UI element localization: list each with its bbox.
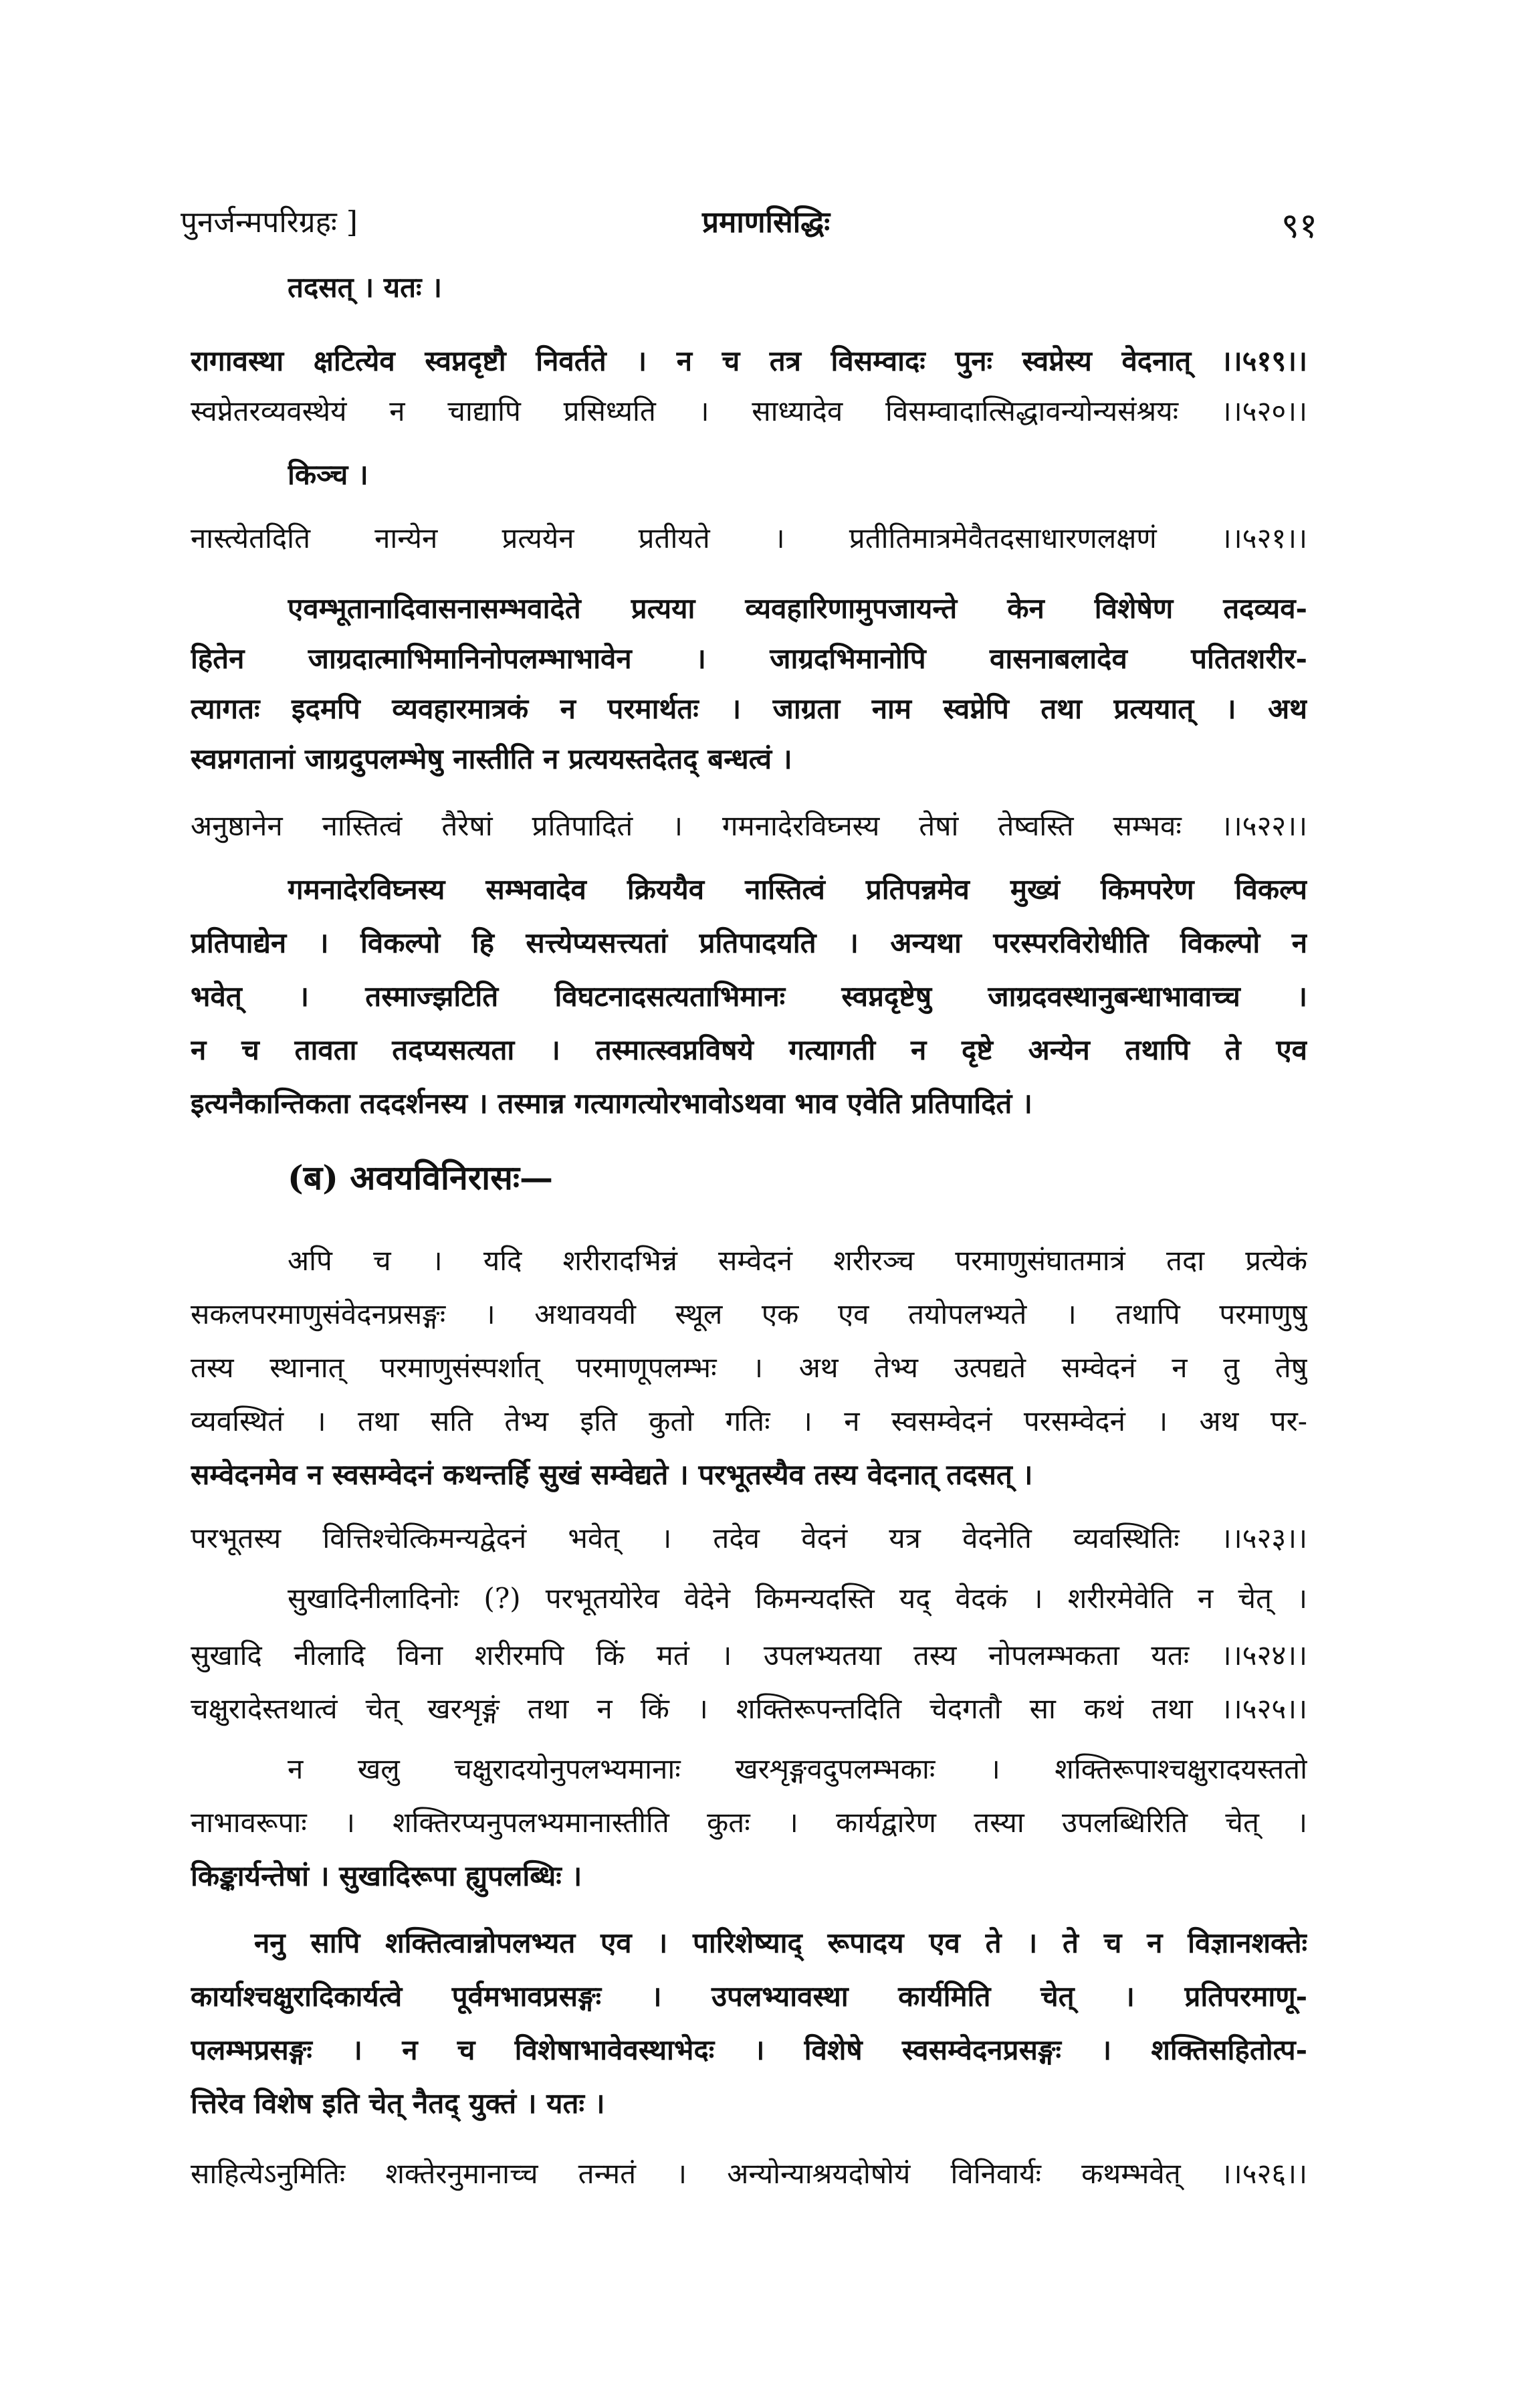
prose-line: हितेन जाग्रदात्माभिमानिनोपलम्भाभावेन । जाग्रदभिमानोपि वासनाबलादेव पतितशरीर- [191, 642, 1307, 675]
running-head-left: पुनर्जन्मपरिग्रहः ] [181, 205, 358, 239]
running-head-center: प्रमाणसिद्धिः [702, 205, 831, 239]
verse-line: साहित्येऽनुमितिः शक्तेरनुमानाच्च तन्मतं । अन्योन्याश्रयदोषोयं विनिवार्यः कथम्भवेत् ।।५२६।। [191, 2157, 1307, 2190]
prose-line: कार्याश्चक्षुरादिकार्यत्वे पूर्वमभावप्रसङ्गः । उपलभ्यावस्था कार्यमिति चेत् । प्रतिपरमाणू- [191, 1980, 1307, 2013]
prose-line: गमनादेरविघ्नस्य सम्भवादेव क्रिययैव नास्तित्वं प्रतिपन्नमेव मुख्यं किमपरेण विकल्प [288, 873, 1307, 906]
section-heading: (ब) अवयविनिरासः— [288, 1158, 554, 1197]
verse-line: नास्त्येतदिति नान्येन प्रत्ययेन प्रतीयते । प्रतीतिमात्रमेवैतदसाधारणलक्षणं ।।५२१।। [191, 522, 1307, 555]
prose-line: न खलु चक्षुरादयोनुपलभ्यमानाः खरशृङ्गवदुपलम्भकाः । शक्तिरूपाश्चक्षुरादयस्ततो [288, 1752, 1307, 1785]
prose-line: सुखादिनीलादिनोः (?) परभूतयोरेव वेदेने किमन्यदस्ति यद् वेदकं । शरीरमेवेति न चेत् । [288, 1582, 1307, 1615]
prose-line: सम्वेदनमेव न स्वसम्वेदनं कथन्तर्हि सुखं सम्वेद्यते । परभूतस्यैव तस्य वेदनात् तदसत् । [191, 1458, 1033, 1491]
prose-line: तस्य स्थानात् परमाणुसंस्पर्शात् परमाणूपलम्भः । अथ तेभ्य उत्पद्यते सम्वेदनं न तु तेषु [191, 1351, 1307, 1384]
prose-line: त्यागतः इदमपि व्यवहारमात्रकं न परमार्थतः । जाग्रता नाम स्वप्नेपि तथा प्रत्ययात् । अथ [191, 692, 1307, 725]
prose-line: इत्यनैकान्तिकता तददर्शनस्य । तस्मान्न गत्यागत्योरभावोऽथवा भाव एवेति प्रतिपादितं । [191, 1087, 1032, 1120]
prose-line: ननु सापि शक्तित्वान्नोपलभ्यत एव । पारिशेष्याद् रूपादय एव ते । ते च न विज्ञानशक्तेः [254, 1926, 1307, 1959]
verse-line: रागावस्था क्षटित्येव स्वप्नदृष्टौ निवर्तते । न च तत्र विसम्वादः पुनः स्वप्नेस्य वेदनात् ।।५१९।। [191, 344, 1307, 377]
verse-line: चक्षुरादेस्तथात्वं चेत् खरशृङ्गं तथा न किं । शक्तिरूपन्तदिति चेदगतौ सा कथं तथा ।।५२५।। [191, 1692, 1307, 1725]
verse-line: स्वप्नेतरव्यवस्थेयं न चाद्यापि प्रसिध्यति । साध्यादेव विसम्वादात्सिद्धावन्योन्यसंश्रयः ।।५२०।। [191, 395, 1307, 427]
prose-line: एवम्भूतानादिवासनासम्भवादेते प्रत्यया व्यवहारिणामुपजायन्ते केन विशेषेण तदव्यव- [288, 592, 1307, 625]
verse-line: परभूतस्य वित्तिश्चेत्किमन्यद्वेदनं भवेत् । तदेव वेदनं यत्र वेदनेति व्यवस्थितिः ।।५२३।। [191, 1522, 1307, 1554]
prose-line: न च तावता तदप्यसत्यता । तस्मात्स्वप्नविषये गत्यागती न दृष्टे अन्येन तथापि ते एव [191, 1033, 1307, 1066]
page-header [181, 201, 1317, 261]
prose-line: प्रतिपाद्येन । विकल्पो हि सत्त्येप्यसत्त्यतां प्रतिपादयति । अन्यथा परस्परविरोधीति विकल्पो न [191, 926, 1307, 959]
prose-line: किङ्कार्यन्तेषां । सुखादिरूपा ह्युपलब्धिः । [191, 1860, 582, 1892]
prose-line: सकलपरमाणुसंवेदनप्रसङ्गः । अथावयवी स्थूल एक एव तयोपलभ्यते । तथापि परमाणुषु [191, 1298, 1307, 1330]
prose-line: स्वप्नगतानां जाग्रदुपलम्भेषु नास्तीति न प्रत्ययस्तदेतद् बन्धत्वं । [191, 742, 792, 775]
page-number: ९१ [1281, 206, 1317, 246]
prose-line: पलम्भप्रसङ्गः । न च विशेषाभावेवस्थाभेदः । विशेषे स्वसम्वेदनप्रसङ्गः । शक्तिसहितोत्प- [191, 2033, 1307, 2066]
prose-line: व्यवस्थितं । तथा सति तेभ्य इति कुतो गतिः । न स्वसम्वेदनं परसम्वेदनं । अथ पर- [191, 1405, 1307, 1437]
text-line: तदसत् । यतः । [288, 271, 443, 304]
verse-line: सुखादि नीलादि विना शरीरमपि किं मतं । उपलभ्यतया तस्य नोपलम्भकता यतः ।।५२४।। [191, 1639, 1307, 1672]
prose-line: अपि च । यदि शरीरादभिन्नं सम्वेदनं शरीरञ्च परमाणुसंघातमात्रं तदा प्रत्येकं [288, 1244, 1307, 1277]
prose-line: भवेत् । तस्माज्झटिति विघटनादसत्यताभिमानः स्वप्नदृष्टेषु जाग्रदवस्थानुबन्धाभावाच्च । [191, 980, 1307, 1013]
text-line: किञ्च । [288, 458, 368, 491]
verse-line: अनुष्ठानेन नास्तित्वं तैरेषां प्रतिपादितं । गमनादेरविघ्नस्य तेषां तेष्वस्ति सम्भवः ।।५२२।। [191, 809, 1307, 842]
prose-line: त्तिरेव विशेष इति चेत् नैतद् युक्तं । यतः । [191, 2087, 605, 2120]
prose-line: नाभावरूपाः । शक्तिरप्यनुपलभ्यमानास्तीति कुतः । कार्यद्वारेण तस्या उपलब्धिरिति चेत् । [191, 1806, 1307, 1839]
